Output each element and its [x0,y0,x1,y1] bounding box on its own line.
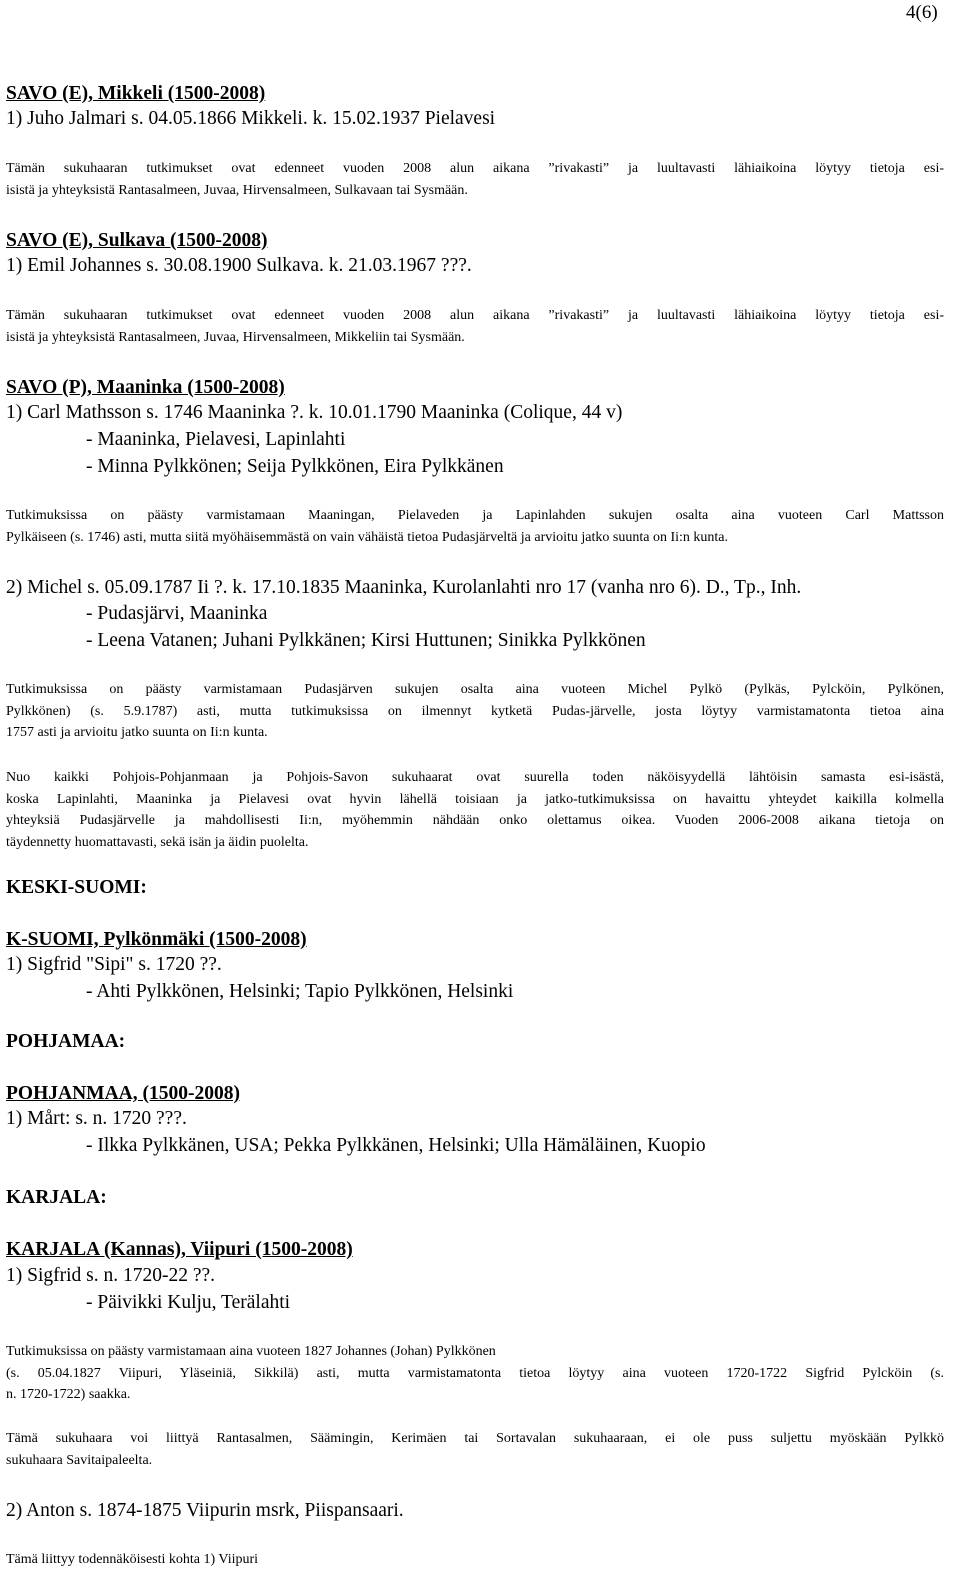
paragraph-line: Tutkimuksissa on päästy varmistamaan aina vuoteen 1827 Johannes (Johan) Pylkkönen [6,1344,496,1359]
person-entry: 2) Michel s. 05.09.1787 Ii ?. k. 17.10.1835 Maaninka, Kurolanlahti nro 17 (vanha nro 6). D., Tp., Inh. [6,577,802,598]
descendant-line: - Minna Pylkkönen; Seija Pylkkönen, Eira Pylkkänen [86,456,504,477]
paragraph-line: Tämän sukuhaaran tutkimukset ovat edenneet vuoden 2008 alun aikana ”rivakasti” ja luultavasti lähiaikoina löytyy tietoja esi- [6,161,944,176]
person-entry: 1) Mårt: s. n. 1720 ???. [6,1108,187,1129]
person-entry: 1) Sigfrid "Sipi" s. 1720 ??. [6,954,222,975]
paragraph-line: isistä ja yhteyksistä Rantasalmeen, Juvaa, Hirvensalmeen, Sulkavaan tai Sysmään. [6,183,468,198]
page-number: 4(6) [906,2,938,23]
paragraph-line: n. 1720-1722) saakka. [6,1387,131,1402]
descendant-line: - Leena Vatanen; Juhani Pylkkänen; Kirsi Huttunen; Sinikka Pylkkönen [86,630,646,651]
person-entry: 1) Emil Johannes s. 30.08.1900 Sulkava. k. 21.03.1967 ???. [6,255,472,276]
descendant-line: - Päivikki Kulju, Terälahti [86,1292,291,1313]
descendant-line: - Pudasjärvi, Maaninka [86,603,268,624]
paragraph-line: Nuo kaikki Pohjois-Pohjanmaan ja Pohjois-Savon sukuhaarat ovat suurella toden näköisyydellä lähtöisin samasta esi-isästä, [6,770,944,785]
region-heading-karjala: KARJALA: [6,1187,107,1208]
paragraph-line: sukuhaara Savitaipaleelta. [6,1453,153,1468]
paragraph-line: (s. 05.04.1827 Viipuri, Yläseiniä, Sikkilä) asti, mutta varmistamatonta tietoa löytyy aina vuoteen 1720-1722 Sigfrid Pylcköin (s. [6,1366,944,1381]
paragraph-line: Pylkkönen) (s. 5.9.1787) asti, mutta tutkimuksissa on ilmennyt kytketä Pudas-järvelle, josta löytyy varmistamatonta tietoa aina [6,704,944,719]
paragraph-line: Tämä sukuhaara voi liittyä Rantasalmen, Säämingin, Kerimäen tai Sortavalan sukuhaaraan, ei ole puss suljettu myöskään Pylkkö [6,1431,944,1446]
paragraph-line: koska Lapinlahti, Maaninka ja Pielavesi ovat hyvin lähellä toisiaan ja jatko-tutkimuksissa on havaittu yhteydet kaikilla kolmella [6,792,944,807]
region-heading-pohjamaa: POHJAMAA: [6,1031,126,1052]
person-entry: 1) Juho Jalmari s. 04.05.1866 Mikkeli. k. 15.02.1937 Pielavesi [6,108,496,129]
paragraph-line: täydennetty huomattavasti, sekä isän ja äidin puolelta. [6,835,309,850]
paragraph-line: Tämän sukuhaaran tutkimukset ovat edenneet vuoden 2008 alun aikana ”rivakasti” ja luultavasti lähiaikoina löytyy tietoja esi- [6,308,944,323]
section-heading-ksuomi: K-SUOMI, Pylkönmäki (1500-2008) [6,929,307,950]
descendant-line: - Maaninka, Pielavesi, Lapinlahti [86,429,346,450]
paragraph-line: Pylkäiseen (s. 1746) asti, mutta siitä myöhäisemmästä on vain vähäistä tietoa Pudasjärveltä ja arvioitu jatko suunta on Ii:n kunta. [6,530,729,545]
descendant-line: - Ahti Pylkkönen, Helsinki; Tapio Pylkkönen, Helsinki [86,981,514,1002]
person-entry: 2) Anton s. 1874-1875 Viipurin msrk, Piispansaari. [6,1500,404,1521]
section-heading-savo-mikkeli: SAVO (E), Mikkeli (1500-2008) [6,83,266,104]
section-heading-karjala: KARJALA (Kannas), Viipuri (1500-2008) [6,1239,353,1260]
section-heading-pohjanmaa: POHJANMAA, (1500-2008) [6,1083,240,1104]
paragraph-line: isistä ja yhteyksistä Rantasalmeen, Juvaa, Hirvensalmeen, Mikkeliin tai Sysmään. [6,330,465,345]
section-heading-savo-sulkava: SAVO (E), Sulkava (1500-2008) [6,230,268,251]
paragraph-line: Tutkimuksissa on päästy varmistamaan Pudasjärven sukujen osalta aina vuoteen Michel Pylkö (Pylkäs, Pylcköin, Pylkönen, [6,682,944,697]
paragraph-line: Tämä liittyy todennäköisesti kohta 1) Viipuri [6,1552,259,1567]
person-entry: 1) Carl Mathsson s. 1746 Maaninka ?. k. 10.01.1790 Maaninka (Colique, 44 v) [6,402,623,423]
person-entry: 1) Sigfrid s. n. 1720-22 ??. [6,1265,216,1286]
paragraph-line: yhteyksiä Pudasjärvelle ja mahdollisesti Ii:n, myöhemmin nähdään onko olettamus oikea. Vuoden 2006-2008 aikana tietoja on [6,813,944,828]
region-heading-keski-suomi: KESKI-SUOMI: [6,877,147,898]
paragraph-line: 1757 asti ja arvioitu jatko suunta on Ii:n kunta. [6,725,268,740]
paragraph-line: Tutkimuksissa on päästy varmistamaan Maaningan, Pielaveden ja Lapinlahden sukujen osalta aina vuoteen Carl Mattsson [6,508,944,523]
section-heading-savo-maaninka: SAVO (P), Maaninka (1500-2008) [6,377,285,398]
descendant-line: - Ilkka Pylkkänen, USA; Pekka Pylkkänen, Helsinki; Ulla Hämäläinen, Kuopio [86,1135,706,1156]
